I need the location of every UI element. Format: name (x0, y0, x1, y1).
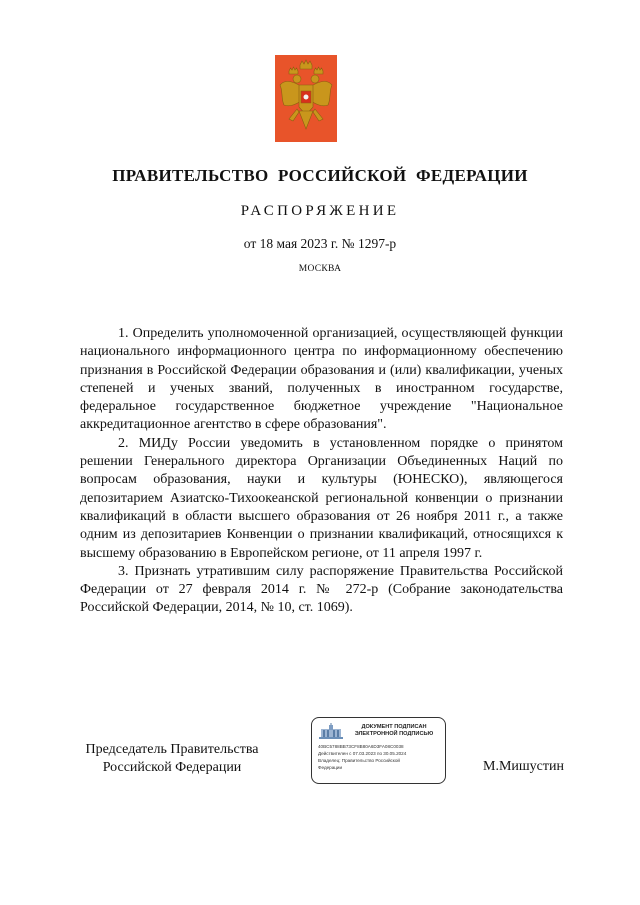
stamp-valid: Действителен с 07.03.2023 по 30.05.2024 (318, 751, 407, 756)
russian-coat-of-arms-icon (275, 55, 337, 142)
paragraph-1: 1. Определить уполномоченной организацией, осуществляющей функции национального информационного центра по информационному обеспечению признания в Российской Федерации образования и (или) квалификации, ученых степеней и ученых званий, полученных в иностранном государстве, федеральное государственное бюджетное учреждение "Национальное аккредитационное агентство в сфере образования". (80, 326, 563, 433)
stamp-header-line2: ЭЛЕКТРОННОЙ ПОДПИСЬЮ (354, 731, 434, 737)
stamp-header-line1: ДОКУМЕНТ ПОДПИСАН (361, 724, 427, 730)
paragraph-3: 3. Признать утратившим силу распоряжение Правительства Российской Федерации от 27 февраля 2014 г. № 272-р (Собрание законодательства Российской Федерации, 2014, № 10, ст. 1069). (80, 563, 563, 616)
document-type: РАСПОРЯЖЕНИЕ (240, 203, 400, 219)
page-title: ПРАВИТЕЛЬСТВО РОССИЙСКОЙ ФЕДЕРАЦИИ (112, 166, 528, 185)
electronic-signature-stamp (311, 717, 446, 784)
signer-position-line2: Российской Федерации (102, 760, 242, 775)
signer-position (72, 741, 272, 777)
paragraph-2: 2. МИДу России уведомить в установленном порядке о принятом решении Генерального директора Организации Объединенных Наций по вопросам образования, науки и культуры (ЮНЕСКО), являющегося депозитарием Азиатско-Тихоокеанской региональной конвенции о признании квалификаций в области высшего образования от 26 ноября 2011 г., а также одним из депозитариев Конвенции о признании квалификаций, относящихся к высшему образованию в Европейском регионе, от 11 апреля 1997 г. (80, 435, 563, 561)
stamp-header (346, 724, 442, 738)
document-number: от 18 мая 2023 г. № 1297-р (243, 236, 397, 251)
document-city: МОСКВА (298, 264, 342, 274)
document-body (80, 325, 563, 618)
stamp-details (318, 743, 443, 771)
stamp-owner-line1: Владелец: Правительство Российской (318, 758, 400, 763)
stamp-owner-line2: Федерации (318, 765, 343, 770)
signer-position-line1: Председатель Правительства (85, 742, 259, 757)
stamp-certificate: 40BC5788BB73CF8B80A6D3FA08C0038 (318, 744, 404, 749)
government-building-icon (318, 723, 344, 740)
signer-name: М.Мишустин (483, 759, 564, 774)
